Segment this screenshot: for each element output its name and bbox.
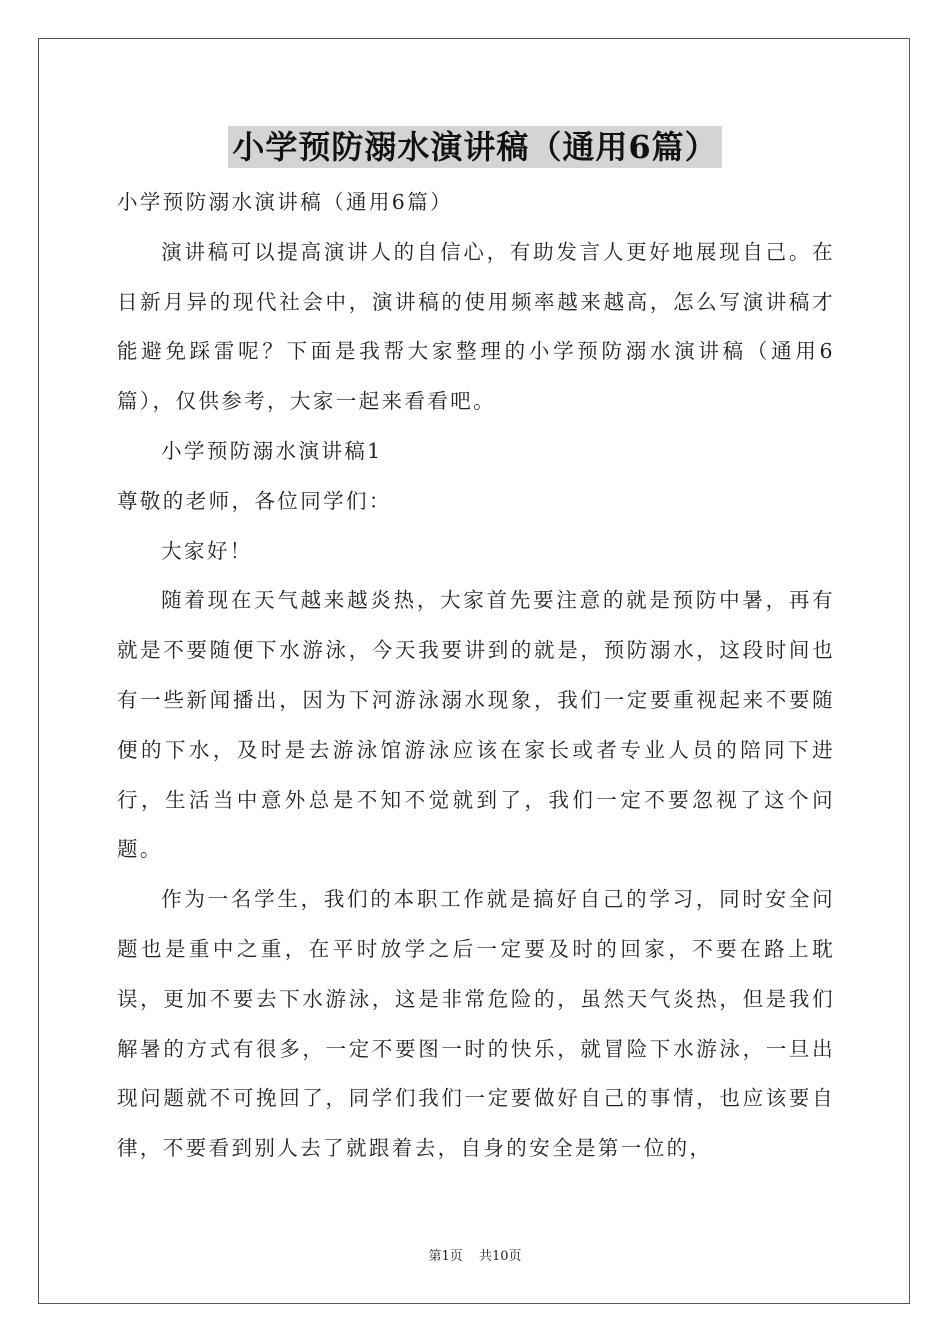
document-body (117, 178, 835, 1174)
body-paragraph: 作为一名学生，我们的本职工作就是搞好自己的学习，同时安全问题也是重中之重，在平时放学之后一定要及时的回家，不要在路上耽误，更加不要去下水游泳，这是非常危险的，虽然天气炎热，但是我们解暑的方式有很多，一定不要图一时的快乐，就冒险下水游泳，一旦出现问题就不可挽回了，同学们我们一定要做好自己的事情，也应该要自律，不要看到别人去了就跟着去，自身的安全是第一位的， (117, 887, 835, 1161)
page-footer (0, 1245, 950, 1264)
title-container (0, 126, 950, 168)
page-number: 第1页 (428, 1249, 463, 1264)
section-heading: 小学预防溺水演讲稿1 (161, 438, 383, 463)
salutation: 尊敬的老师，各位同学们： (117, 488, 392, 513)
document-title: 小学预防溺水演讲稿（通用6篇） (228, 126, 721, 168)
greeting: 大家好！ (161, 538, 253, 563)
body-paragraph: 随着现在天气越来越炎热，大家首先要注意的就是预防中暑，再有就是不要随便下水游泳，今天我要讲到的就是，预防溺水，这段时间也有一些新闻播出，因为下河游泳溺水现象，我们一定要重视起来不要随便的下水，及时是去游泳馆游泳应该在家长或者专业人员的陪同下进行，生活当中意外总是不知不觉就到了，我们一定不要忽视了这个问题。 (117, 588, 835, 862)
intro-paragraph: 演讲稿可以提高演讲人的自信心，有助发言人更好地展现自己。在日新月异的现代社会中，演讲稿的使用频率越来越高，怎么写演讲稿才能避免踩雷呢？下面是我帮大家整理的小学预防溺水演讲稿（通用6篇），仅供参考，大家一起来看看吧。 (117, 239, 835, 414)
subtitle-line: 小学预防溺水演讲稿（通用6篇） (117, 190, 454, 214)
page-total: 共10页 (478, 1249, 522, 1264)
